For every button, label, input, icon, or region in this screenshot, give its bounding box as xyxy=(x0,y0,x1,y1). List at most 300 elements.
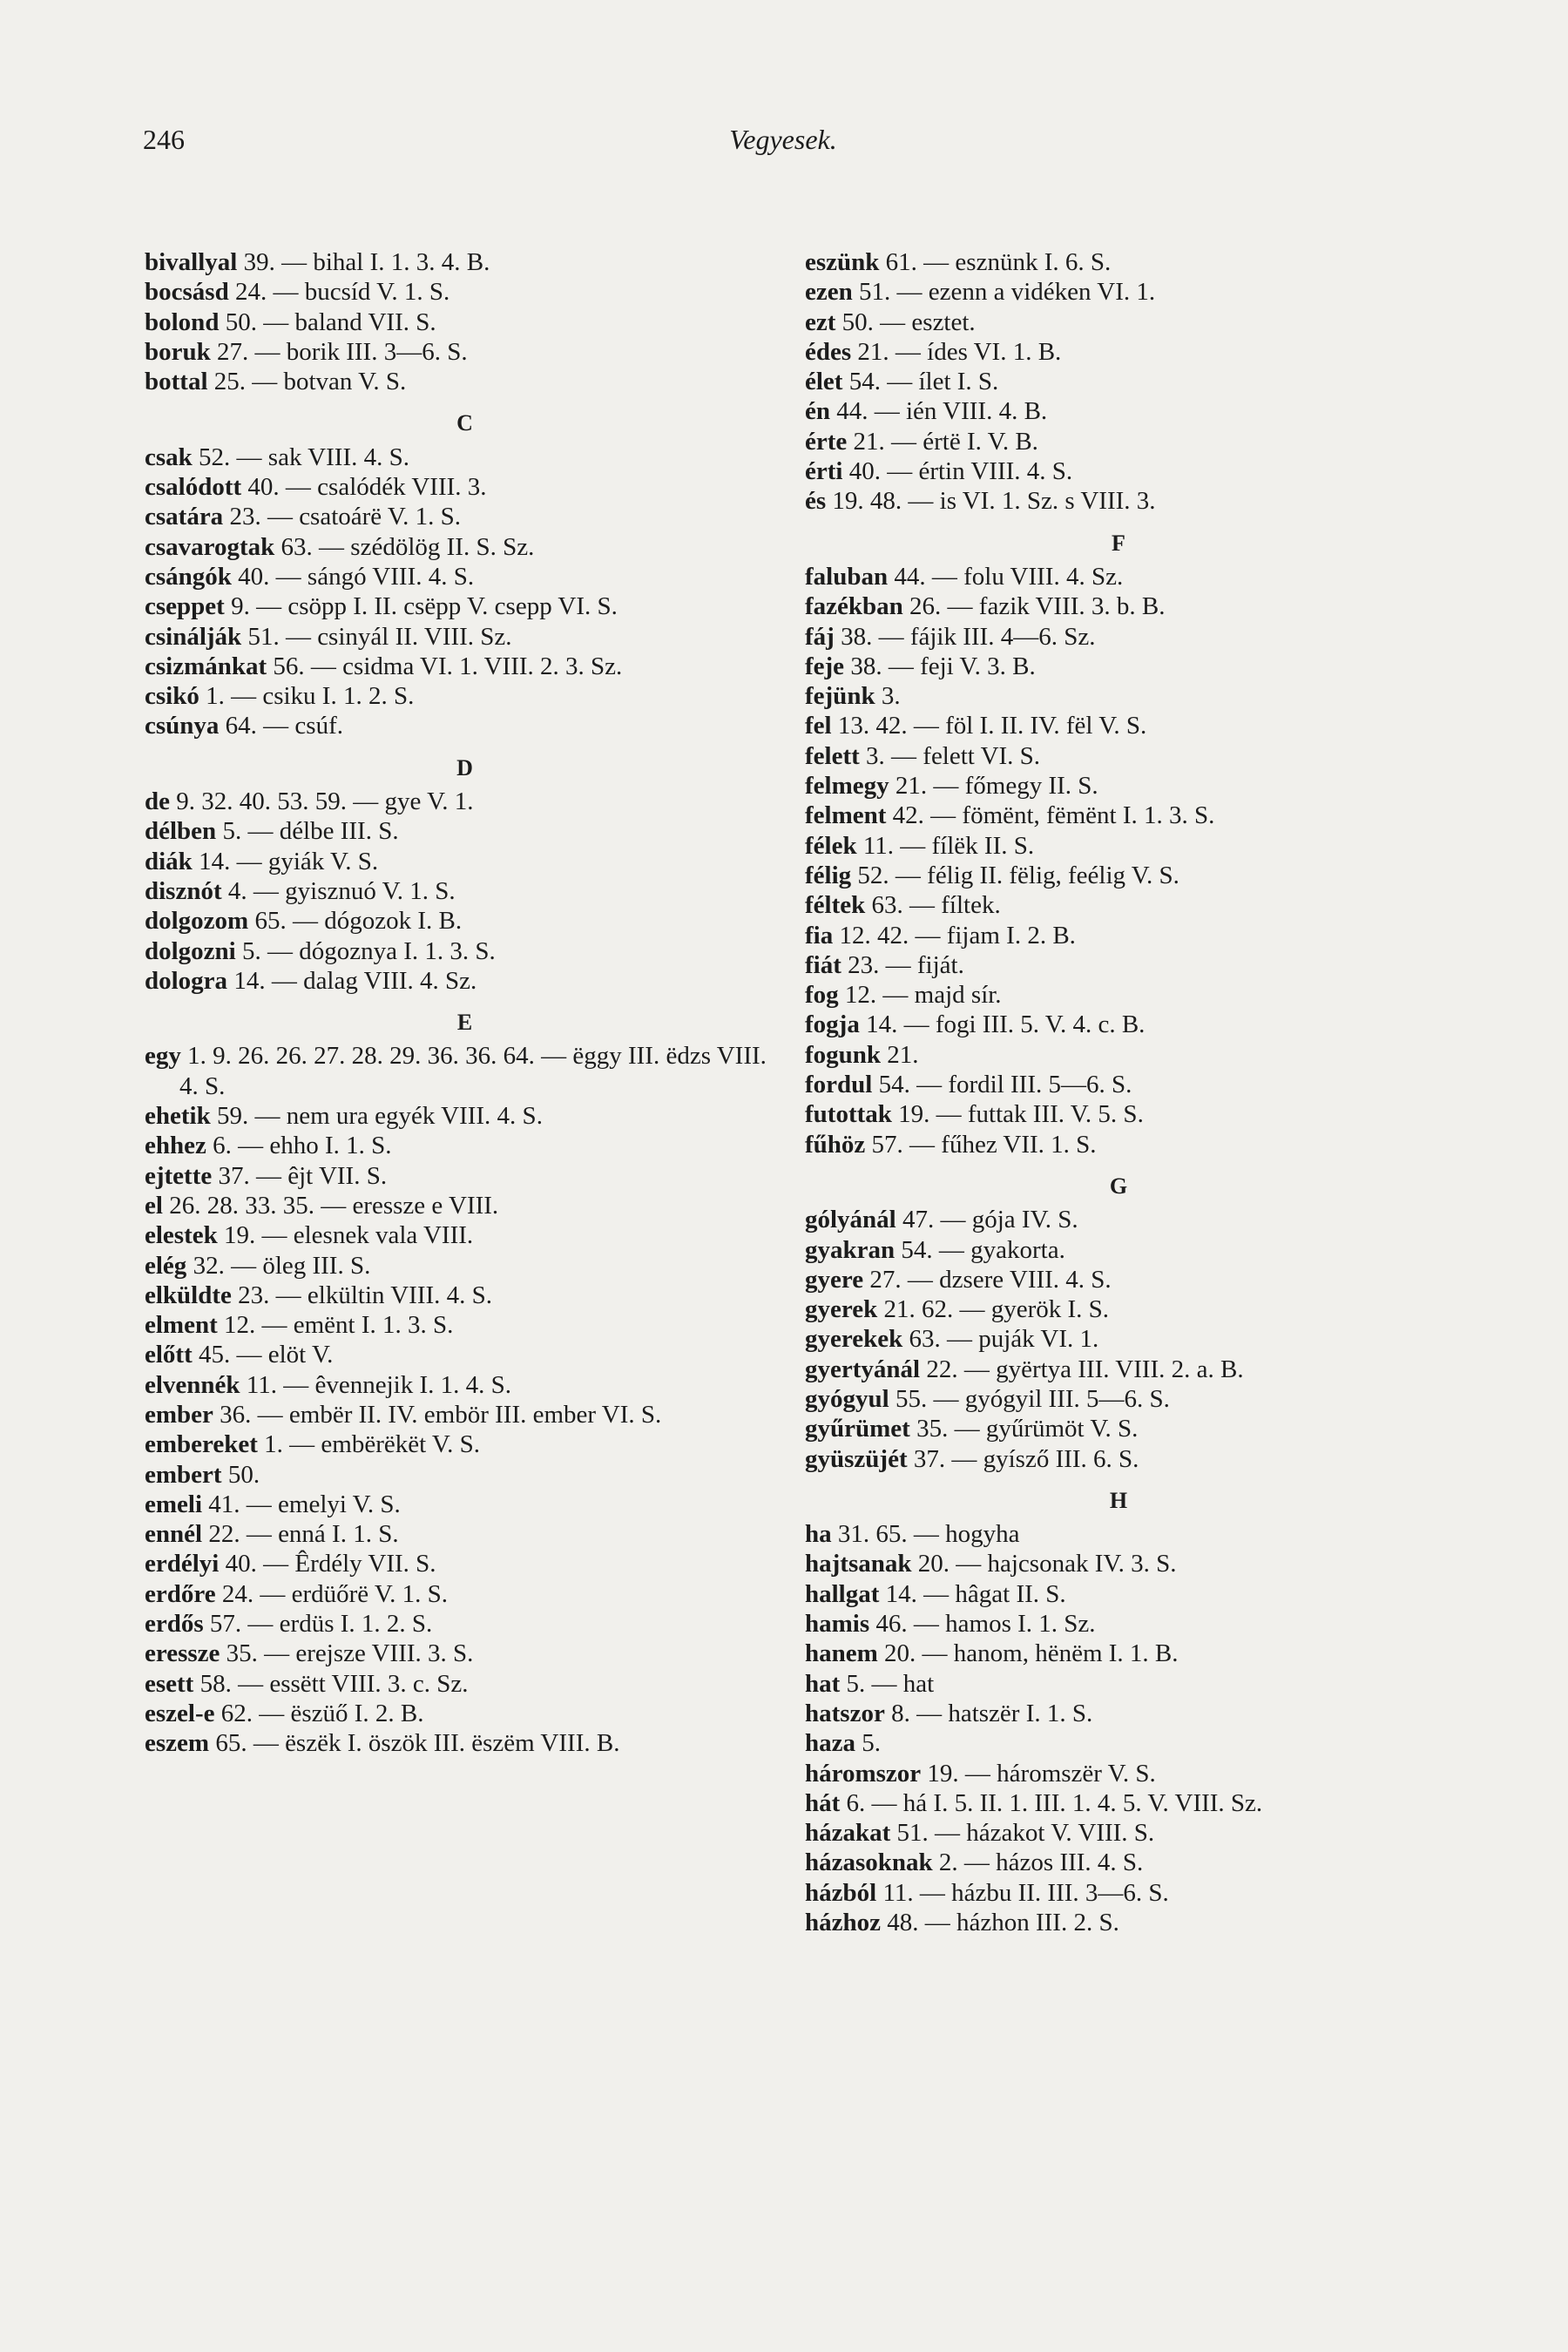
dictionary-entry xyxy=(805,1235,1432,1265)
entry-headword: el xyxy=(145,1191,163,1220)
dictionary-entry xyxy=(805,247,1432,277)
entry-variants: 42. — fömënt, fëmënt I. 1. 3. S. xyxy=(886,801,1215,830)
dictionary-entry xyxy=(805,801,1432,830)
entry-headword: elment xyxy=(145,1311,218,1340)
entry-variants: 56. — csidma VI. 1. VIII. 2. 3. Sz. xyxy=(267,652,623,680)
dictionary-entry xyxy=(145,1460,785,1490)
entry-variants: 50. — esztet. xyxy=(835,308,976,336)
entry-variants: 14. — dalag VIII. 4. Sz. xyxy=(227,966,477,995)
entry-headword: de xyxy=(145,787,170,816)
running-title: Vegyesek. xyxy=(729,124,837,155)
dictionary-entry xyxy=(145,1669,785,1699)
entry-headword: gólyánál xyxy=(805,1206,896,1234)
dictionary-entry xyxy=(805,1414,1432,1443)
dictionary-entry xyxy=(145,1340,785,1369)
dictionary-entry xyxy=(145,1549,785,1578)
entry-headword: dolgozom xyxy=(145,907,249,936)
entry-variants: 20. — hanom, hënëm I. 1. B. xyxy=(877,1639,1179,1668)
dictionary-entry xyxy=(805,1294,1432,1324)
entry-variants: 54. — gyakorta. xyxy=(895,1235,1065,1264)
entry-headword: fogunk xyxy=(805,1040,882,1069)
dictionary-entry xyxy=(805,1355,1432,1384)
dictionary-entry xyxy=(145,1251,785,1281)
entry-headword: hamis xyxy=(805,1610,870,1639)
entry-variants: 12. — majd sír. xyxy=(838,981,1002,1010)
dictionary-entry xyxy=(805,1070,1432,1099)
entry-variants: 20. — hajcsonak IV. 3. S. xyxy=(911,1550,1177,1578)
dictionary-entry xyxy=(145,1161,785,1191)
entry-headword: esett xyxy=(145,1669,194,1698)
entry-variants: 12. 42. — fijam I. 2. B. xyxy=(833,921,1076,950)
entry-variants: 22. — enná I. 1. S. xyxy=(202,1520,399,1549)
entry-variants: 37. — gyísző III. 6. S. xyxy=(907,1444,1139,1473)
dictionary-entry xyxy=(145,966,785,996)
entry-variants: 26. — fazik VIII. 3. b. B. xyxy=(902,592,1166,621)
dictionary-entry xyxy=(145,711,785,740)
dictionary-entry xyxy=(805,771,1432,801)
entry-variants: 21. xyxy=(881,1040,919,1069)
entry-variants: 63. — fíltek. xyxy=(865,891,1001,920)
entry-variants: 44. — folu VIII. 4. Sz. xyxy=(888,562,1124,591)
entry-variants: 50. xyxy=(221,1460,260,1489)
dictionary-entry xyxy=(145,787,785,816)
entry-headword: fejünk xyxy=(805,682,875,711)
entry-variants: 59. — nem ura egyék VIII. 4. S. xyxy=(210,1102,543,1131)
dictionary-entry xyxy=(805,337,1432,367)
entry-variants: 2. — házos III. 4. S. xyxy=(932,1848,1144,1877)
entry-variants: 5. — délbe III. S. xyxy=(216,817,399,846)
dictionary-entry xyxy=(805,308,1432,337)
dictionary-entry xyxy=(145,1639,785,1668)
entry-headword: bottal xyxy=(145,368,208,396)
entries-e-cont xyxy=(805,247,1432,517)
entry-headword: fiát xyxy=(805,950,841,979)
entry-headword: disznót xyxy=(145,876,222,905)
entry-variants: 14. — fogi III. 5. V. 4. c. B. xyxy=(859,1010,1146,1039)
entry-variants: 40. — csalódék VIII. 3. xyxy=(241,473,487,502)
dictionary-entry xyxy=(805,1788,1432,1818)
entry-variants: 46. — hamos I. 1. Sz. xyxy=(869,1610,1096,1639)
entry-variants: 11. — házbu II. III. 3—6. S. xyxy=(876,1878,1169,1907)
entry-variants: 35. — gyűrümöt V. S. xyxy=(909,1415,1139,1443)
entry-variants: 5. xyxy=(855,1729,881,1758)
entry-headword: fordul xyxy=(805,1071,873,1099)
entry-headword: előtt xyxy=(145,1341,193,1369)
entry-headword: házból xyxy=(805,1878,877,1907)
entry-variants: 5. — hat xyxy=(840,1669,935,1698)
entry-variants: 57. — fűhez VII. 1. S. xyxy=(865,1130,1097,1159)
entry-headword: eszünk xyxy=(805,248,880,276)
right-column xyxy=(805,247,1432,1937)
entry-variants: 36. — embër II. IV. embör III. ember VI. S. xyxy=(213,1400,662,1429)
entry-variants: 19. 48. — is VI. 1. Sz. s VIII. 3. xyxy=(826,487,1156,516)
entry-headword: hanem xyxy=(805,1639,878,1668)
dictionary-entry xyxy=(145,337,785,367)
entry-headword: csak xyxy=(145,443,193,471)
dictionary-entry xyxy=(805,367,1432,396)
entry-variants: 39. — bihal I. 1. 3. 4. B. xyxy=(237,248,490,276)
entry-variants: 63. — puják VI. 1. xyxy=(902,1325,1099,1354)
entry-headword: hát xyxy=(805,1788,841,1817)
dictionary-entry xyxy=(805,562,1432,591)
entry-variants: 6. — ehho I. 1. S. xyxy=(206,1132,392,1160)
entries-c xyxy=(145,443,785,741)
entry-variants: 11. — êvennejik I. 1. 4. S. xyxy=(240,1370,512,1399)
entry-variants: 19. — háromszër V. S. xyxy=(921,1759,1156,1788)
section-letter-f: F xyxy=(1112,530,1125,556)
entry-headword: gyűrümet xyxy=(805,1415,910,1443)
entry-headword: gyertyánál xyxy=(805,1355,921,1383)
dictionary-entry xyxy=(805,456,1432,486)
entry-headword: házhoz xyxy=(805,1909,881,1937)
dictionary-entry xyxy=(145,1281,785,1310)
entry-variants: 24. — bucsíd V. 1. S. xyxy=(228,278,450,307)
entry-headword: csúnya xyxy=(145,712,220,740)
dictionary-entry xyxy=(805,831,1432,861)
dictionary-entry xyxy=(145,443,785,472)
entry-variants: 48. — házhon III. 2. S. xyxy=(881,1909,1119,1937)
entry-headword: felmegy xyxy=(805,772,889,801)
section-letter-d: D xyxy=(456,754,473,781)
entry-variants: 35. — erejsze VIII. 3. S. xyxy=(220,1639,474,1668)
entry-headword: gyüszüjét xyxy=(805,1444,908,1473)
dictionary-entry xyxy=(805,890,1432,920)
entry-headword: erdélyi xyxy=(145,1550,220,1578)
entry-variants: 41. — emelyi V. S. xyxy=(202,1490,401,1518)
dictionary-entry xyxy=(145,1310,785,1340)
entry-headword: embert xyxy=(145,1460,222,1489)
section-letter-e: E xyxy=(456,1010,473,1036)
dictionary-entry xyxy=(145,1519,785,1549)
entry-headword: félek xyxy=(805,831,857,860)
dictionary-entry xyxy=(805,980,1432,1010)
entry-headword: édes xyxy=(805,337,852,366)
dictionary-entry xyxy=(805,921,1432,950)
dictionary-entry xyxy=(145,906,785,936)
entry-variants: 21. — ídes VI. 1. B. xyxy=(851,337,1062,366)
entry-headword: cseppet xyxy=(145,592,225,621)
entries-b xyxy=(145,247,785,396)
entry-variants: 4. — gyisznuó V. 1. S. xyxy=(221,876,456,905)
dictionary-entry xyxy=(145,816,785,846)
dictionary-entry xyxy=(805,1639,1432,1668)
entry-variants: 64. — csúf. xyxy=(219,712,343,740)
entry-headword: én xyxy=(805,397,830,426)
entry-headword: és xyxy=(805,487,827,516)
dictionary-entry xyxy=(805,1205,1432,1234)
entry-headword: fazékban xyxy=(805,592,903,621)
dictionary-entry xyxy=(805,741,1432,771)
dictionary-entry xyxy=(805,1669,1432,1699)
dictionary-entry xyxy=(805,1040,1432,1070)
entry-variants: 22. — gyërtya III. VIII. 2. a. B. xyxy=(920,1355,1244,1383)
entry-variants: 21. — főmegy II. S. xyxy=(889,772,1098,801)
dictionary-entry xyxy=(145,1728,785,1758)
entry-variants: 31. 65. — hogyha xyxy=(831,1520,1020,1549)
entry-headword: hallgat xyxy=(805,1579,880,1608)
dictionary-entry xyxy=(145,1609,785,1639)
dictionary-entry xyxy=(145,591,785,621)
entry-headword: gyerekek xyxy=(805,1325,903,1354)
entry-variants: 38. — feji V. 3. B. xyxy=(844,652,1036,680)
page-header xyxy=(143,124,1423,167)
entry-headword: csángók xyxy=(145,562,232,591)
dictionary-entry xyxy=(805,486,1432,516)
dictionary-entry xyxy=(145,681,785,711)
dictionary-entry xyxy=(805,950,1432,980)
entry-variants: 19. — futtak III. V. 5. S. xyxy=(891,1100,1144,1129)
dictionary-entry xyxy=(145,847,785,876)
dictionary-entry xyxy=(805,1130,1432,1159)
entry-variants: 14. — gyiák V. S. xyxy=(192,847,379,875)
entry-headword: bivallyal xyxy=(145,248,238,276)
entry-headword: erdős xyxy=(145,1610,204,1639)
entry-variants: 1. 9. 26. 26. 27. 28. 29. 36. 36. 64. — ëggy III. ëdzs VIII. 4. S. xyxy=(179,1042,767,1100)
entry-variants: 58. — essëtt VIII. 3. c. Sz. xyxy=(193,1669,469,1698)
entry-headword: elég xyxy=(145,1251,187,1280)
entry-headword: elvennék xyxy=(145,1370,240,1399)
dictionary-entry xyxy=(805,1908,1432,1937)
entry-headword: bocsásd xyxy=(145,278,229,307)
entry-headword: csatára xyxy=(145,503,224,531)
entry-headword: fog xyxy=(805,981,839,1010)
entry-variants: 55. — gyógyil III. 5—6. S. xyxy=(889,1384,1170,1413)
dictionary-entry xyxy=(145,1370,785,1400)
entry-headword: egy xyxy=(145,1042,181,1071)
entry-headword: ehhez xyxy=(145,1132,206,1160)
entry-headword: bolond xyxy=(145,308,220,336)
dictionary-entry xyxy=(145,1041,785,1101)
entry-headword: csikó xyxy=(145,682,199,711)
entry-variants: 61. — esznünk I. 6. S. xyxy=(879,248,1112,276)
entry-headword: házakat xyxy=(805,1819,891,1848)
entry-headword: élet xyxy=(805,368,843,396)
entry-variants: 65. — dógozok I. B. xyxy=(248,907,463,936)
entry-variants: 51. — házakot V. VIII. S. xyxy=(890,1819,1155,1848)
dictionary-entry xyxy=(805,1699,1432,1728)
dictionary-entry xyxy=(805,427,1432,456)
entry-variants: 54. — ílet I. S. xyxy=(842,368,999,396)
dictionary-entry xyxy=(145,367,785,396)
dictionary-entry xyxy=(805,1010,1432,1039)
dictionary-entry xyxy=(805,591,1432,621)
dictionary-entry xyxy=(805,396,1432,426)
dictionary-entry xyxy=(145,1131,785,1160)
entry-headword: emeli xyxy=(145,1490,203,1518)
dictionary-entry xyxy=(805,1728,1432,1758)
entry-headword: faluban xyxy=(805,562,889,591)
dictionary-entry xyxy=(805,1384,1432,1414)
entries-e xyxy=(145,1041,785,1758)
entry-variants: 21. 62. — gyerök I. S. xyxy=(877,1295,1110,1324)
entry-variants: 9. — csöpp I. II. csëpp V. csepp VI. S. xyxy=(224,592,618,621)
entry-headword: érte xyxy=(805,427,848,456)
dictionary-entry xyxy=(805,1099,1432,1129)
entry-variants: 27. — dzsere VIII. 4. S. xyxy=(863,1265,1112,1294)
dictionary-entry xyxy=(805,861,1432,890)
dictionary-entry xyxy=(145,1699,785,1728)
dictionary-entry xyxy=(145,876,785,906)
dictionary-entry xyxy=(145,562,785,591)
entry-headword: ha xyxy=(805,1520,832,1549)
entry-variants: 3. — felett VI. S. xyxy=(859,741,1041,770)
dictionary-entry xyxy=(145,1191,785,1220)
entry-variants: 5. — dógoznya I. 1. 3. S. xyxy=(235,936,496,965)
entries-f xyxy=(805,562,1432,1159)
dictionary-entry xyxy=(805,1549,1432,1578)
entry-headword: fel xyxy=(805,712,832,740)
entry-headword: hat xyxy=(805,1669,841,1698)
entries-d xyxy=(145,787,785,996)
dictionary-entry xyxy=(145,532,785,562)
entry-headword: csavarogtak xyxy=(145,532,275,561)
dictionary-entry xyxy=(145,472,785,502)
entry-variants: 27. — borik III. 3—6. S. xyxy=(210,337,468,366)
entry-variants: 13. 42. — föl I. II. IV. fël V. S. xyxy=(831,712,1147,740)
entry-headword: felment xyxy=(805,801,887,830)
dictionary-entry xyxy=(805,1609,1432,1639)
entry-variants: 1. — embërëkët V. S. xyxy=(257,1430,480,1459)
entry-variants: 65. — ëszëk I. öszök III. ëszëm VIII. B. xyxy=(209,1729,620,1758)
entry-variants: 45. — elöt V. xyxy=(192,1341,334,1369)
section-letter-h: H xyxy=(1109,1487,1128,1513)
entry-headword: hatszor xyxy=(805,1699,885,1727)
page-number: 246 xyxy=(143,124,185,155)
dictionary-entry xyxy=(145,1429,785,1459)
entry-headword: fűhöz xyxy=(805,1130,866,1159)
dictionary-entry xyxy=(805,681,1432,711)
entry-headword: eszem xyxy=(145,1729,210,1758)
entry-headword: haza xyxy=(805,1729,855,1758)
dictionary-entry xyxy=(145,1400,785,1429)
entry-headword: érti xyxy=(805,457,843,486)
entry-variants: 40. — értin VIII. 4. S. xyxy=(842,457,1073,486)
entry-variants: 9. 32. 40. 53. 59. — gye V. 1. xyxy=(170,787,474,816)
entry-variants: 24. — erdüőrë V. 1. S. xyxy=(215,1579,448,1608)
entry-variants: 32. — öleg III. S. xyxy=(186,1251,371,1280)
entry-variants: 21. — értë I. V. B. xyxy=(847,427,1038,456)
entry-headword: dologra xyxy=(145,966,228,995)
entry-headword: dolgozni xyxy=(145,936,236,965)
dictionary-entry xyxy=(805,1265,1432,1294)
entry-headword: féltek xyxy=(805,891,866,920)
entry-headword: feje xyxy=(805,652,845,680)
left-column xyxy=(145,247,785,1759)
entry-variants: 26. 28. 33. 35. — eressze e VIII. xyxy=(162,1191,499,1220)
entry-headword: csalódott xyxy=(145,473,242,502)
dictionary-entry xyxy=(805,622,1432,652)
entry-headword: gyógyul xyxy=(805,1384,889,1413)
entry-variants: 14. — hâgat II. S. xyxy=(879,1579,1066,1608)
entry-headword: boruk xyxy=(145,337,211,366)
entry-variants: 23. — fiját. xyxy=(841,950,964,979)
entry-variants: 8. — hatszër I. 1. S. xyxy=(884,1699,1093,1727)
entry-variants: 40. — sángó VIII. 4. S. xyxy=(231,562,475,591)
entry-variants: 44. — ién VIII. 4. B. xyxy=(830,397,1048,426)
entry-variants: 50. — baland VII. S. xyxy=(219,308,436,336)
dictionary-entry xyxy=(805,1444,1432,1474)
entry-variants: 12. — emënt I. 1. 3. S. xyxy=(217,1311,454,1340)
entry-headword: háromszor xyxy=(805,1759,922,1788)
entry-headword: ennél xyxy=(145,1520,203,1549)
dictionary-entry xyxy=(145,936,785,966)
entry-headword: ehetik xyxy=(145,1102,211,1131)
entries-g xyxy=(805,1205,1432,1474)
dictionary-entry xyxy=(805,652,1432,681)
dictionary-entry xyxy=(805,1878,1432,1908)
entry-headword: erdőre xyxy=(145,1579,216,1608)
entry-variants: 11. — fílëk II. S. xyxy=(856,831,1035,860)
entry-variants: 52. — sak VIII. 4. S. xyxy=(192,443,409,471)
dictionary-entry xyxy=(145,247,785,277)
entry-variants: 19. — elesnek vala VIII. xyxy=(217,1221,474,1250)
entry-variants: 52. — félig II. fëlig, feélig V. S. xyxy=(851,861,1179,889)
entry-headword: fia xyxy=(805,921,834,950)
dictionary-entry xyxy=(145,652,785,681)
entry-headword: délben xyxy=(145,817,217,846)
dictionary-entry xyxy=(805,1818,1432,1848)
entry-headword: eressze xyxy=(145,1639,220,1668)
entry-variants: 40. — Êrdély VII. S. xyxy=(219,1550,436,1578)
dictionary-entry xyxy=(805,1848,1432,1877)
entry-headword: eszel-e xyxy=(145,1699,215,1727)
entry-variants: 23. — csatoárë V. 1. S. xyxy=(223,503,461,531)
entry-variants: 51. — ezenn a vidéken VI. 1. xyxy=(852,278,1156,307)
entry-headword: fáj xyxy=(805,622,835,651)
dictionary-entry xyxy=(145,1220,785,1250)
entry-headword: elestek xyxy=(145,1221,218,1250)
dictionary-entry xyxy=(145,1490,785,1519)
entry-headword: gyerek xyxy=(805,1295,878,1324)
entry-headword: diák xyxy=(145,847,193,875)
entry-headword: futottak xyxy=(805,1100,892,1129)
entry-headword: ember xyxy=(145,1400,213,1429)
dictionary-entry xyxy=(145,502,785,531)
entry-headword: ezt xyxy=(805,308,836,336)
dictionary-entry xyxy=(805,1579,1432,1609)
entry-headword: fogja xyxy=(805,1010,860,1039)
dictionary-entry xyxy=(145,1101,785,1131)
entry-headword: ejtette xyxy=(145,1161,213,1190)
section-letter-g: G xyxy=(1109,1173,1128,1199)
entry-headword: gyere xyxy=(805,1265,864,1294)
entry-variants: 1. — csiku I. 1. 2. S. xyxy=(199,682,415,711)
entry-headword: embereket xyxy=(145,1430,258,1459)
dictionary-entry xyxy=(145,1579,785,1609)
entry-headword: hajtsanak xyxy=(805,1550,912,1578)
entry-headword: csinálják xyxy=(145,622,242,651)
entry-variants: 3. xyxy=(875,682,901,711)
entry-headword: ezen xyxy=(805,278,853,307)
entry-variants: 62. — ëszüő I. 2. B. xyxy=(214,1699,424,1727)
entry-variants: 54. — fordil III. 5—6. S. xyxy=(872,1071,1132,1099)
entry-variants: 57. — erdüs I. 1. 2. S. xyxy=(203,1610,433,1639)
entry-variants: 6. — há I. 5. II. 1. III. 1. 4. 5. V. VIII. Sz. xyxy=(840,1788,1263,1817)
section-letter-c: C xyxy=(456,410,473,436)
dictionary-entry xyxy=(145,308,785,337)
dictionary-entry xyxy=(145,622,785,652)
dictionary-entry xyxy=(805,1324,1432,1354)
entry-headword: gyakran xyxy=(805,1235,896,1264)
entry-variants: 23. — elkültin VIII. 4. S. xyxy=(231,1281,493,1309)
dictionary-entry xyxy=(805,277,1432,307)
dictionary-entry xyxy=(145,277,785,307)
entry-variants: 51. — csinyál II. VIII. Sz. xyxy=(241,622,512,651)
entry-variants: 63. — szédölög II. S. Sz. xyxy=(274,532,535,561)
entry-variants: 38. — fájik III. 4—6. Sz. xyxy=(834,622,1096,651)
entry-variants: 47. — gója IV. S. xyxy=(896,1206,1078,1234)
entries-h xyxy=(805,1519,1432,1937)
